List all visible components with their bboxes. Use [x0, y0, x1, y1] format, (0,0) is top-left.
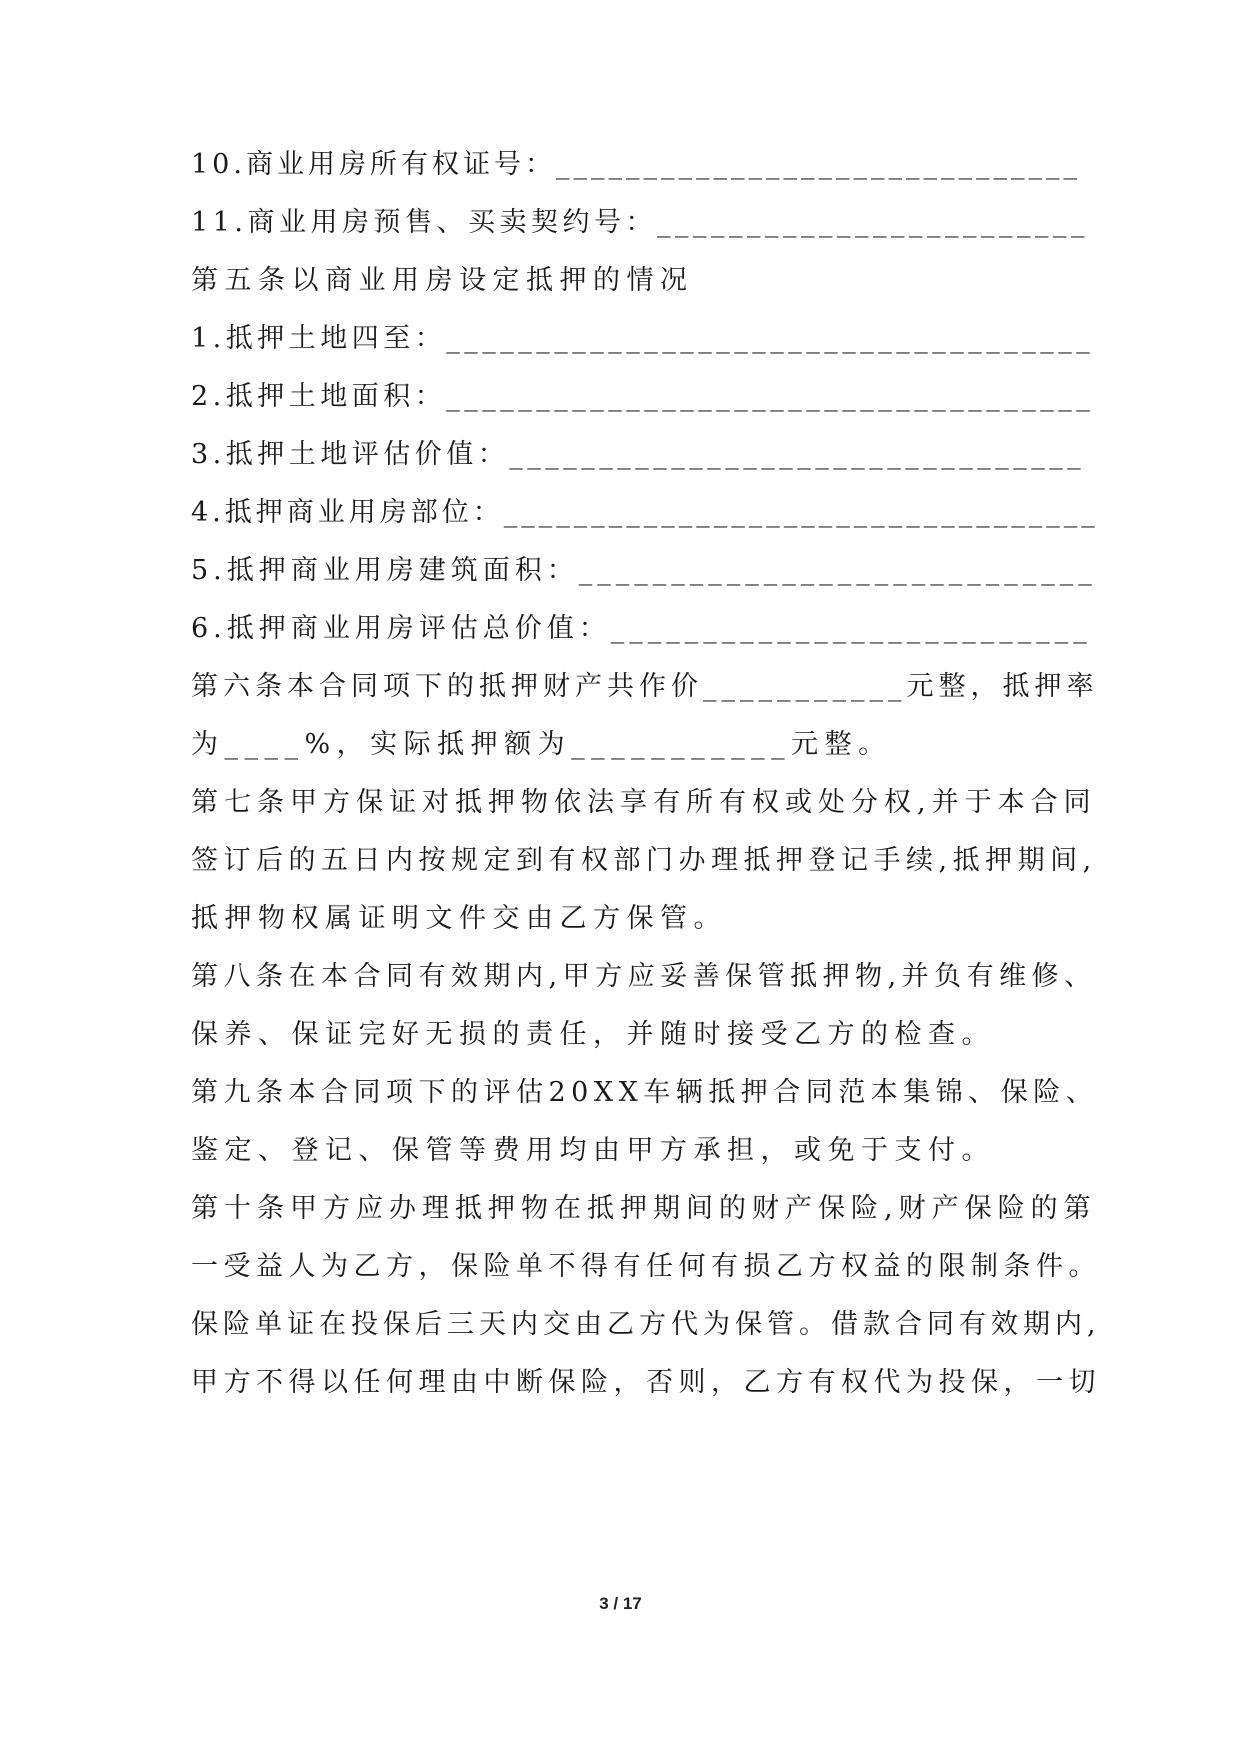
article-6-line-2: 为____%，实际抵押额为___________元整。: [191, 729, 892, 760]
article-8-line-2: 保养、保证完好无损的责任，并随时接受乙方的检查。: [191, 1019, 995, 1050]
article-10-line-1: 第十条甲方应办理抵押物在抵押期间的财产保险,财产保险的第: [191, 1193, 1097, 1224]
article-9-line-1: 第九条本合同项下的评估20XX车辆抵押合同范本集锦、保险、: [191, 1077, 1099, 1108]
article-7-line-3: 抵押物权属证明文件交由乙方保管。: [191, 903, 727, 934]
article-10-line-4: 甲方不得以任何理由中断保险，否则，乙方有权代为投保，一切: [191, 1367, 1101, 1398]
text-line-presale-contract-no: 11.商业用房预售、买卖契约号：________________________: [191, 207, 1089, 238]
article-8-line-1: 第八条在本合同有效期内,甲方应妥善保管抵押物,并负有维修、: [191, 961, 1097, 992]
article-10-line-2: 一受益人为乙方，保险单不得有任何有损乙方权益的限制条件。: [191, 1251, 1101, 1282]
text-line-ownership-cert-no: 10.商业用房所有权证号：______________________________: [191, 149, 1081, 180]
text-line-building-area: 5.抵押商业用房建筑面积：____________________________: [191, 555, 1097, 586]
article-7-line-1: 第七条甲方保证对抵押物依法享有所有权或处分权,并于本合同: [191, 787, 1097, 818]
article-10-line-3: 保险单证在投保后三天内交由乙方代为保管。借款合同有效期内,: [191, 1309, 1101, 1340]
text-line-land-value: 3.抵押土地评估价值：________________________________: [191, 439, 1086, 470]
page-number: 3 / 17: [599, 1594, 642, 1613]
article-7-line-2: 签订后的五日内按规定到有权部门办理抵押登记手续,抵押期间,: [191, 845, 1097, 876]
text-line-total-value: 6.抵押商业用房评估总价值：__________________________: [191, 613, 1092, 644]
text-line-land-boundaries: 1.抵押土地四至：____________________________________: [191, 323, 1095, 354]
article-9-line-2: 鉴定、登记、保管等费用均由甲方承担，或免于支付。: [191, 1135, 995, 1166]
article-6-line-1: 第六条本合同项下的抵押财产共作价___________元整，抵押率: [191, 671, 1099, 702]
text-line-property-location: 4.抵押商业用房部位：__________________________________: [191, 497, 1099, 528]
article-5-heading: 第五条以商业用房设定抵押的情况: [191, 265, 694, 296]
text-line-land-area: 2.抵押土地面积：____________________________________: [191, 381, 1095, 412]
